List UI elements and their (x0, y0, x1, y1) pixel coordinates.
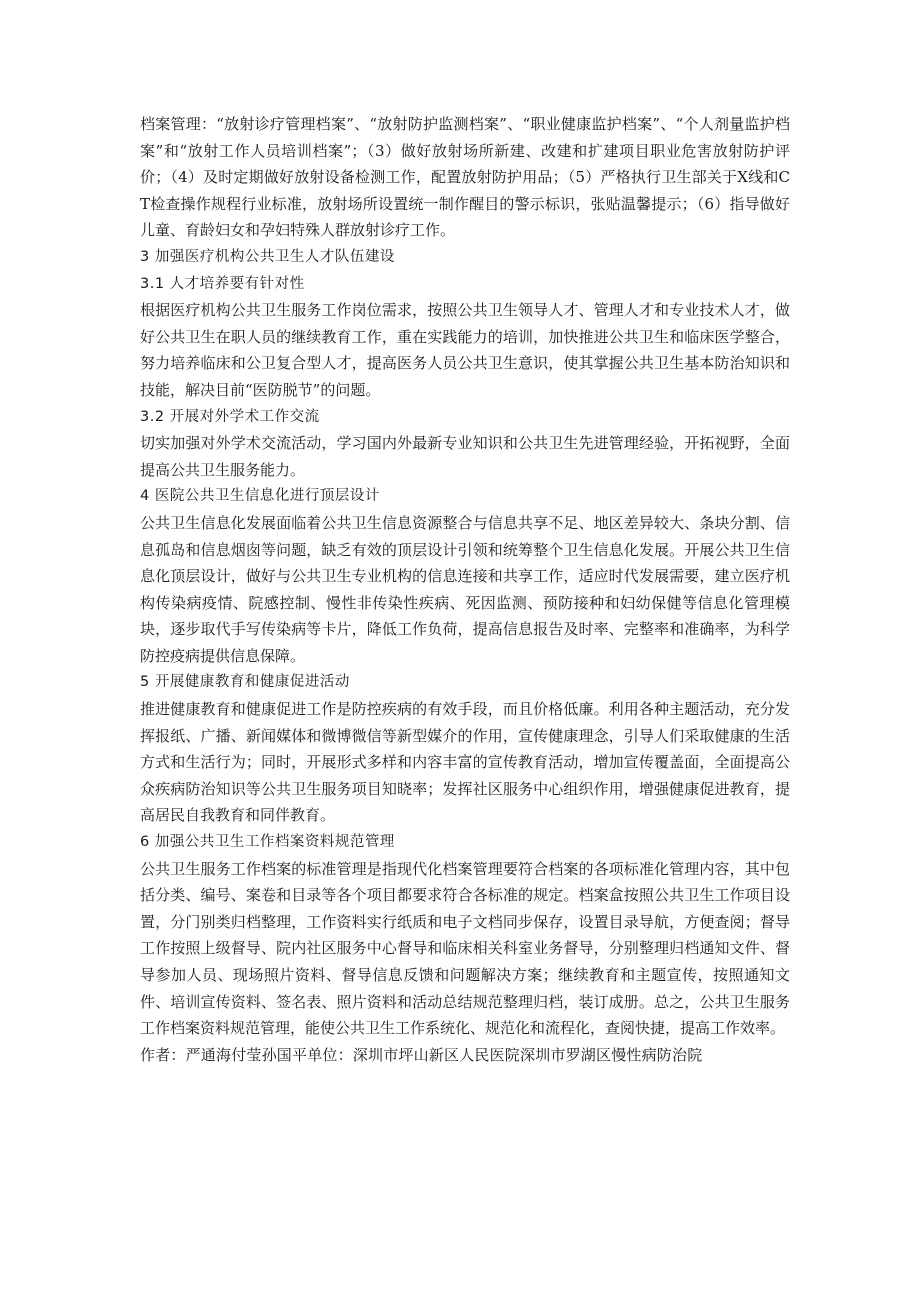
section-body-4: 公共卫生信息化发展面临着公共卫生信息资源整合与信息共享不足、地区差异较大、条块分割、信息孤岛和信息烟囱等问题，缺乏有效的顶层设计引领和统筹整个卫生信息化发展。开展公共卫生信息化顶层设计，做好与公共卫生专业机构的信息连接和共享工作，适应时代发展需要，建立医疗机构传染病疫情、院感控制、慢性非传染性疾病、死因监测、预防接种和妇幼保健等信息化管理模块，逐步取代手写传染病等卡片，降低工作负荷，提高信息报告及时率、完整率和准确率，为科学防控疫病提供信息保障。 (140, 513, 790, 665)
document-page (140, 111, 790, 1068)
section-heading-6: 6 加强公共卫生工作档案资料规范管理 (140, 834, 395, 851)
section-heading-3: 3 加强医疗机构公共卫生人才队伍建设 (140, 248, 395, 265)
section-heading-4: 4 医院公共卫生信息化进行顶层设计 (140, 488, 380, 505)
intro-paragraph: 档案管理：“放射诊疗管理档案”、“放射防护监测档案”、“职业健康监护档案”、“个人剂量监护档案”和“放射工作人员培训档案”；（3）做好放射场所新建、改建和扩建项目职业危害放射防护评价；（4）及时定期做好放射设备检测工作，配置放射防护用品；（5）严格执行卫生部关于X线和CT检查操作规程行业标准，放射场所设置统一制作醒目的警示标识，张贴温馨提示；（6）指导做好儿童、育龄妇女和孕妇特殊人群放射诊疗工作。 (140, 115, 790, 240)
section-heading-3-1: 3.1 人才培养要有针对性 (140, 275, 305, 292)
section-body-5: 推进健康教育和健康促进工作是防控疾病的有效手段，而且价格低廉。利用各种主题活动，充分发挥报纸、广播、新闻媒体和微博微信等新型媒介的作用，宣传健康理念，引导人们采取健康的生活方式和生活行为；同时，开展形式多样和内容丰富的宣传教育活动，增加宣传覆盖面，全面提高公众疾病防治知识等公共卫生服务项目知晓率；发挥社区服务中心组织作用，增强健康促进教育，提高居民自我教育和同伴教育。 (140, 700, 790, 825)
author-line: 作者：严通海付莹孙国平单位：深圳市坪山新区人民医院深圳市罗湖区慢性病防治院 (140, 1045, 703, 1064)
section-body-6: 公共卫生服务工作档案的标准管理是指现代化档案管理要符合档案的各项标准化管理内容，其中包括分类、编号、案卷和目录等各个项目都要求符合各标准的规定。档案盒按照公共卫生工作项目设置，分门别类归档整理，工作资料实行纸质和电子文档同步保存，设置目录导航，方便查阅；督导工作按照上级督导、院内社区服务中心督导和临床相关科室业务督导，分别整理归档通知文件、督导参加人员、现场照片资料、督导信息反馈和问题解决方案；继续教育和主题宣传，按照通知文件、培训宣传资料、签名表、照片资料和活动总结规范整理归档，装订成册。总之，公共卫生服务工作档案资料规范管理，能使公共卫生工作系统化、规范化和流程化，查阅快捷，提高工作效率。 (140, 859, 790, 1038)
section-heading-3-2: 3.2 开展对外学术工作交流 (140, 408, 320, 425)
section-body-3-2: 切实加强对外学术交流活动，学习国内外最新专业知识和公共卫生先进管理经验，开拓视野，全面提高公共卫生服务能力。 (140, 434, 790, 479)
section-body-3-1: 根据医疗机构公共卫生服务工作岗位需求，按照公共卫生领导人才、管理人才和专业技术人才，做好公共卫生在职人员的继续教育工作，重在实践能力的培训，加快推进公共卫生和临床医学整合，努力培养临床和公卫复合型人才，提高医务人员公共卫生意识，使其掌握公共卫生基本防治知识和技能，解决目前“医防脱节”的问题。 (140, 301, 790, 399)
section-heading-5: 5 开展健康教育和健康促进活动 (140, 674, 350, 691)
